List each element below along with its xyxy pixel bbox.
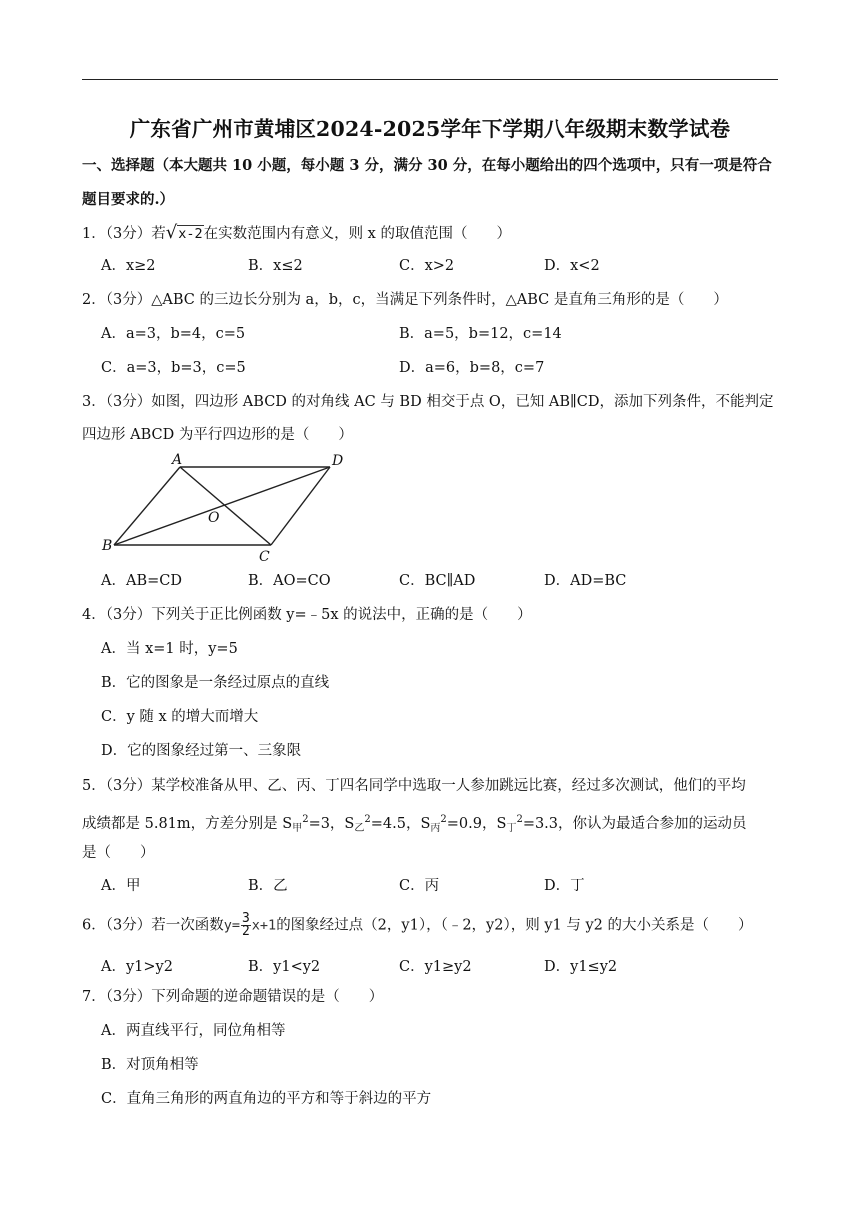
question-5-stem-end: 是（ ） [82,845,155,861]
question-1-stem [82,223,511,244]
radical-sign-icon: √ [165,222,178,243]
vertex-label-a: A [172,452,183,468]
vertex-label-c: C [259,549,270,565]
question-2-stem: 2．（3分）△ABC 的三边长分别为 a，b，c，当满足下列条件时，△ABC 是直角三角形的是（ ） [82,292,728,308]
vertex-label-b: B [102,538,113,554]
q5-sub-jia: 甲 [292,823,303,834]
side-dc [271,467,330,545]
q5-sub-ding: 丁 [506,823,517,834]
vertex-label-d: D [332,453,344,469]
q3-option-b: B．AO=CO [248,573,331,589]
q1-stem-rest: 在实数范围内有意义，则 x 的取值范围（ ） [203,226,511,242]
question-3-stem: 3．（3分）如图，四边形 ABCD 的对角线 AC 与 BD 相交于点 O，已知 AB∥CD，添加下列条件，不能判定 [82,394,774,410]
q5-sup-4: 2 [516,814,523,825]
question-5-stem: 5．（3分）某学校准备从甲、乙、丙、丁四名同学中选取一人参加跳远比赛，经过多次测试，他们的平均 [82,778,746,794]
q5-text-d: =0.9，S [446,816,507,832]
q3-option-d: D．AD=BC [544,573,627,589]
q5-option-b: B．乙 [248,878,288,894]
question-5-stem-cont [82,810,747,839]
q1-option-b: B．x≤2 [248,258,303,274]
section-heading: 一、选择题（本大题共 10 小题，每小题 3 分，满分 30 分，在每小题给出的四个选项中，只有一项是符合 [82,157,772,174]
q6-text-b: 的图象经过点（2，y1），（﹣2，y2），则 y1 与 y2 的大小关系是（ ） [276,917,753,934]
q7-option-a: A．两直线平行，同位角相等 [101,1023,286,1039]
q1-option-c: C．x>2 [399,258,455,274]
q6-option-c: C．y1≥y2 [399,959,472,975]
q6-option-b: B．y1<y2 [248,959,321,975]
q5-text-a: 成绩都是 5.81m，方差分别是 S [82,816,293,832]
sqrt-expression [166,223,204,244]
q6-option-a: A．y1>y2 [101,959,173,975]
q6-fraction [241,913,251,938]
q1-option-a: A．x≥2 [101,258,156,274]
question-6-stem [82,913,753,938]
q7-option-c: C．直角三角形的两直角边的平方和等于斜边的平方 [101,1091,432,1107]
q6-option-d: D．y1≤y2 [544,959,618,975]
q3-option-c: C．BC∥AD [399,573,476,589]
q2-option-a: A．a=3，b=4，c=5 [101,326,246,342]
diagonal-ac [180,467,271,545]
q5-option-a: A．甲 [101,878,141,894]
q5-option-d: D．丁 [544,878,585,894]
vertex-label-o: O [208,510,220,526]
radicand: x-2 [178,226,203,242]
q4-option-d: D．它的图象经过第一、三象限 [101,743,302,759]
question-4-stem: 4．（3分）下列关于正比例函数 y=﹣5x 的说法中，正确的是（ ） [82,607,532,623]
q5-text-c: =4.5，S [370,816,431,832]
q6-func-lhs: y= [223,917,240,934]
q6-frac-num: 3 [241,911,250,926]
question-3-stem-cont: 四边形 ABCD 为平行四边形的是（ ） [82,427,353,443]
q6-text-a: 6．（3分）若一次函数 [82,917,224,934]
q5-text-e: =3.3，你认为最适合参加的运动员 [522,816,747,832]
header-rule [82,79,778,80]
q5-sup-3: 2 [440,814,447,825]
q7-option-b: B．对顶角相等 [101,1057,199,1073]
q5-sup-2: 2 [364,814,371,825]
q5-sup-1: 2 [302,814,309,825]
q5-sub-bing: 丙 [430,823,441,834]
q4-option-a: A．当 x=1 时，y=5 [101,641,238,657]
q1-option-d: D．x<2 [544,258,600,274]
q1-number: 1．（3分）若 [82,226,166,242]
parallelogram-figure [96,448,356,568]
q4-option-c: C．y 随 x 的增大而增大 [101,709,259,725]
section-heading-cont: 题目要求的.） [82,191,175,208]
q2-option-b: B．a=5，b=12，c=14 [399,326,562,342]
q6-frac-den: 2 [241,924,250,939]
q5-option-c: C．丙 [399,878,440,894]
q5-sub-yi: 乙 [354,823,365,834]
q5-text-b: =3，S [308,816,355,832]
page-title: 广东省广州市黄埔区2024-2025学年下学期八年级期末数学试卷 [129,117,731,141]
q3-option-a: A．AB=CD [101,573,182,589]
q6-func-rhs: x+1 [251,917,277,934]
q2-option-d: D．a=6，b=8，c=7 [399,360,545,376]
q4-option-b: B．它的图象是一条经过原点的直线 [101,675,330,691]
question-7-stem: 7．（3分）下列命题的逆命题错误的是（ ） [82,989,384,1005]
q2-option-c: C．a=3，b=3，c=5 [101,360,246,376]
